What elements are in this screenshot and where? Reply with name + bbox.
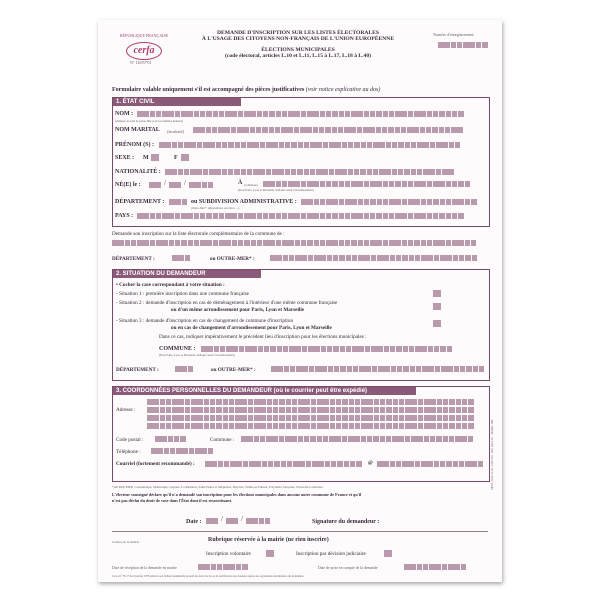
section-1-title: 1. ÉTAT CIVIL: [113, 98, 241, 106]
situation-2-text: - Situation 2 : demande d'inscription en cas de déménagement à l'intérieur d'une même commune française: [116, 300, 338, 306]
title-line-3: ÉLECTIONS MUNICIPALES: [261, 46, 335, 53]
notice-italic: (voir notice explicative au dos): [305, 87, 381, 93]
birth-place-field[interactable]: [263, 181, 471, 187]
situation-intro: • Cocher la case correspondant à votre situation :: [116, 282, 225, 288]
situation-3-checkbox[interactable]: [433, 320, 441, 327]
title-line-2: À L'USAGE DES CITOYENS NON-FRANÇAIS DE L'UNION EUROPÉENNE: [201, 36, 395, 43]
reception-label: Date de réception de la demande en mairie: [112, 566, 177, 570]
registration-number-field[interactable]: [438, 42, 488, 48]
section-coordonnees: [112, 386, 490, 482]
signature-label: Signature du demandeur :: [312, 519, 380, 525]
cerfa-logo: cerfa: [126, 42, 162, 60]
s2-outremer-field[interactable]: [271, 366, 485, 372]
courriel-label: Courriel (fortement recommandé) :: [116, 461, 195, 467]
section-etat-civil: [112, 97, 490, 227]
situation-1-text: - Situation 1 : première inscription dans une commune française: [116, 291, 249, 297]
nom-hint: (indiquer le nom de jeune fille pour les femmes mariées): [115, 119, 184, 123]
footer-divider: [112, 531, 488, 532]
nationalite-field[interactable]: [165, 169, 455, 175]
birth-year-field[interactable]: [189, 182, 214, 188]
declaration-line-1: L'électeur soussigné déclare qu'il n'a demandé son inscription pour les élections municipales dans aucune autre commune de France et qu'il: [112, 492, 362, 497]
declaration-line-2: n'est pas déchu du droit de vote dans l'État dont il est ressortissant.: [112, 498, 233, 503]
ne-le-label: NÉ(E) le :: [115, 182, 141, 188]
subdivision-hint: (Outre-Mer*, département, province, ...): [191, 206, 240, 210]
situation-3-instruction: Dans ce cas, indiquer impérativement le précédent lieu d'inscription pour les élections municipales :: [159, 334, 367, 340]
sexe-f-checkbox[interactable]: [181, 154, 189, 161]
prenoms-label: PRÉNOM (S) :: [115, 142, 154, 148]
departement-field[interactable]: [169, 199, 188, 205]
code-postal-field[interactable]: [155, 436, 186, 442]
loi-note: La loi n° 78-17 du 6 janvier 1978 relative aux fichiers nominatifs garantit un droit d'accès et de rectification des données auprès des organismes destinataires du formulaire.: [112, 575, 305, 578]
subdivision-label: ou SUBDIVISION ADMINISTRATIVE :: [191, 199, 297, 205]
adresse-label: Adresse :: [116, 407, 136, 413]
subdivision-field[interactable]: [301, 199, 477, 205]
s2-commune-hint: (Pour Paris, Lyon et Marseille, indiquer aussi l'arrondissement): [159, 353, 235, 357]
date-separator: /: [164, 179, 166, 187]
nom-marital-hint: (facultatif): [167, 129, 185, 134]
judiciaire-label: Inscription par décision judiciaire: [296, 551, 366, 557]
birth-day-field[interactable]: [149, 182, 162, 188]
demande-text: Demande son inscription sur la liste électorale complémentaire de la commune de :: [112, 231, 285, 237]
pays-field[interactable]: [137, 213, 464, 219]
volontaire-label: Inscription volontaire: [206, 551, 251, 557]
form-page: [98, 20, 502, 582]
courriel-domain-field[interactable]: [377, 461, 484, 467]
situation-1-checkbox[interactable]: [433, 290, 441, 297]
judiciaire-checkbox[interactable]: [384, 550, 392, 557]
nationalite-label: NATIONALITÉ :: [115, 169, 161, 175]
form-number: N° 12670*01: [130, 60, 152, 65]
situation-2-checkbox[interactable]: [433, 303, 441, 310]
title-line-4: (code électoral, articles L.10 et L.11, L.15 à L.17, L.18 à L.40): [224, 53, 372, 60]
date-separator: /: [221, 515, 223, 523]
demande-commune-field[interactable]: [112, 240, 477, 246]
courriel-user-field[interactable]: [205, 461, 362, 467]
date-separator: /: [241, 515, 243, 523]
sexe-f-label: F: [174, 155, 178, 161]
a-hint-arrondissement: (Pour Paris, Lyon et Marseille, indiquer aussi l'arrondissement): [238, 188, 314, 192]
sign-day-field[interactable]: [206, 518, 219, 524]
demande-departement-field[interactable]: [172, 255, 191, 261]
situation-3-text-cont: ou en cas de changement d'arrondissement pour Paris, Lyon et Marseille: [171, 325, 332, 331]
sexe-label: SEXE :: [115, 155, 135, 161]
sign-month-field[interactable]: [226, 518, 239, 524]
adresse-line-1[interactable]: [147, 399, 474, 405]
adresse-line-2[interactable]: [147, 407, 474, 413]
s3-commune-field[interactable]: [241, 436, 474, 442]
date-separator: /: [184, 179, 186, 187]
s2-commune-label: COMMUNE :: [159, 346, 196, 352]
s3-commune-label: Commune :: [210, 437, 235, 443]
section-2-title: 2. SITUATION DU DEMANDEUR: [113, 270, 261, 278]
outremer-note: *OUTRE-MER : Guadeloupe, Martinique, Guyane, La Réunion, Saint-Pierre et Miquelon, Mayotte, Wallis-et-Futuna, Polynésie française, Nouvelle-Calédonie.: [112, 485, 324, 489]
title-line-1: DEMANDE D'INSCRIPTION SUR LES LISTES ÉLECTORALES: [216, 30, 379, 36]
prise-label: Date de prise en compte de la demande: [318, 566, 378, 570]
demande-departement-label: DÉPARTEMENT :: [112, 256, 155, 262]
mairie-heading: Rubrique réservée à la mairie (ne rien inscrire): [208, 537, 329, 543]
at-sign: @: [368, 460, 373, 466]
birth-month-field[interactable]: [169, 182, 182, 188]
nom-field[interactable]: [137, 111, 464, 117]
sexe-m-label: M: [143, 155, 149, 161]
section-3-title: 3. COORDONNÉES PERSONNELLES DU DEMANDEUR (où le courrier peut être expédié): [113, 387, 416, 395]
s2-outremer-label: ou OUTRE-MER* :: [211, 367, 256, 373]
registration-label: Numéro d'enregistrement: [433, 32, 474, 37]
prenoms-field[interactable]: [159, 142, 461, 148]
s2-departement-field[interactable]: [175, 366, 194, 372]
reception-date-field[interactable]: [198, 564, 248, 570]
telephone-label: Téléphone :: [116, 449, 141, 455]
section-situation: [112, 269, 490, 381]
situation-3-text: - Situation 3 : demande d'inscription en cas de changement de commune d'inscription: [116, 318, 294, 324]
nom-marital-label: NOM MARITAL: [115, 127, 160, 133]
demande-outremer-label: ou OUTRE-MER* :: [210, 256, 255, 262]
adresse-line-3[interactable]: [147, 415, 474, 421]
form-title: [198, 30, 398, 60]
volontaire-checkbox[interactable]: [266, 550, 274, 557]
adresse-line-4[interactable]: [147, 423, 474, 429]
sign-year-field[interactable]: [246, 518, 271, 524]
pays-label: PAYS :: [115, 213, 134, 219]
a-hint-commune: (commune): [244, 183, 258, 187]
cachet-label: Cachet de la mairie: [112, 540, 140, 544]
prise-date-field[interactable]: [404, 564, 467, 570]
date-label: Date :: [186, 519, 202, 525]
departement-label: DÉPARTEMENT :: [115, 199, 165, 205]
code-postal-label: Code postal :: [116, 437, 144, 443]
nom-label: NOM :: [115, 111, 134, 117]
telephone-field[interactable]: [151, 448, 214, 454]
situation-2-text-cont: ou d'un même arrondissement pour Paris, Lyon et Marseille: [171, 307, 305, 313]
s2-commune-field[interactable]: [201, 346, 453, 352]
a-label: À: [238, 180, 243, 186]
demande-outremer-field[interactable]: [270, 255, 478, 261]
notice-line: [112, 87, 380, 93]
side-reference: MOD. 2012-11-01-1 (09-10) · Réf. 2012-01 · Modèle 10B: [490, 419, 494, 490]
notice-text: Formulaire valable uniquement s'il est accompagné des pièces justificatives: [112, 87, 305, 93]
republic-label: RÉPUBLIQUE FRANÇAISE: [120, 33, 169, 38]
sexe-m-checkbox[interactable]: [151, 154, 159, 161]
s2-departement-label: DÉPARTEMENT :: [116, 367, 159, 373]
nom-marital-field[interactable]: [193, 127, 464, 133]
